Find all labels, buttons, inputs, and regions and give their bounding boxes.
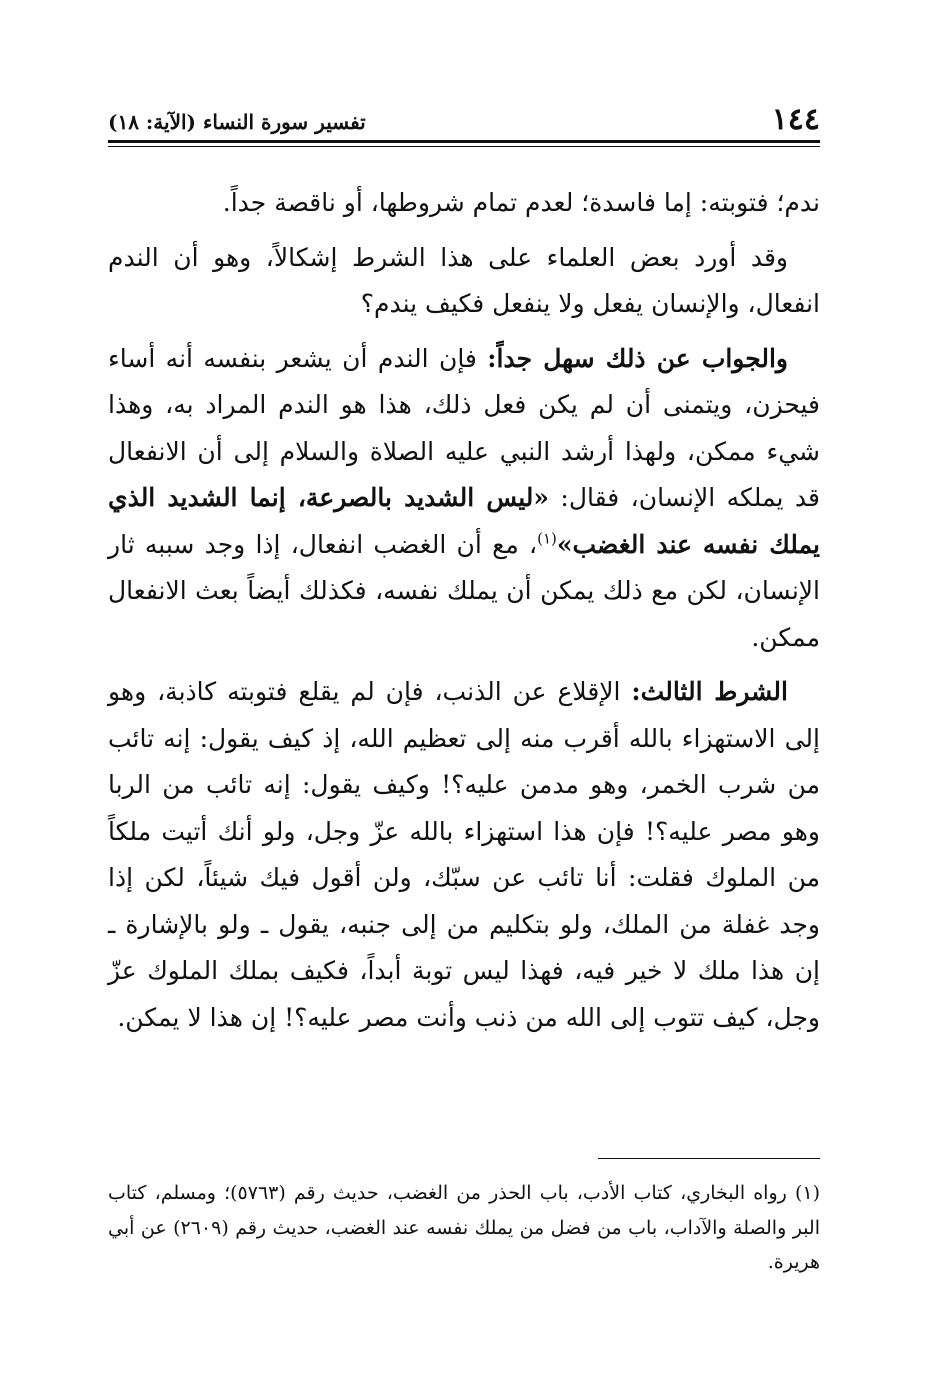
paragraph-3-text-1: فإن الندم أن يشعر بنفسه أنه أساء فيحزن، ويتمنى أن لم يكن فعل ذلك، هذا هو الندم المراد به، وهذا شيء ممكن، ولهذا أرشد النبي عليه الصلاة والسلام إلى أن الانفعال قد يملكه الإنسان، فقال: bbox=[108, 343, 820, 512]
paragraph-2: وقد أورد بعض العلماء على هذا الشرط إشكالاً، وهو أن الندم انفعال، والإنسان يفعل ولا ينفعل فكيف يندم؟ bbox=[108, 242, 820, 318]
footnotes bbox=[108, 1176, 820, 1280]
running-title: تفسير سورة النساء (الآية: ١٨) bbox=[108, 110, 366, 134]
footnote-separator bbox=[598, 1158, 820, 1159]
header-rule-thin bbox=[108, 146, 820, 147]
footnote-reference: (١) bbox=[537, 529, 557, 548]
page-header bbox=[108, 100, 820, 140]
header-rule-thick bbox=[108, 140, 820, 143]
paragraph-4-text: الإقلاع عن الذنب، فإن لم يقلع فتوبته كاذبة، وهو إلى الاستهزاء بالله أقرب منه إلى تعظيم الله، إذ كيف يقول: إنه تائب من شرب الخمر، وهو مدمن عليه؟! وكيف يقول: إنه تائب من الربا وهو مصر عليه؟! فإن هذا استهزاء بالله عزّ وجل، ولو أنك أتيت ملكاً من الملوك فقلت: أنا تائب عن سبّك، ولن أقول فيك شيئاً، لكن إذا وجد غفلة من الملك، ولو بتكليم من إلى جنبه، يقول ـ ولو بالإشارة ـ إن هذا ملك لا خير فيه، فهذا ليس توبة أبداً، فكيف بملك الملوك عزّ وجل، كيف تتوب إلى الله من ذنب وأنت مصر عليه؟! إن هذا لا يمكن. bbox=[108, 677, 820, 1032]
paragraph-4-lead: الشرط الثالث: bbox=[631, 677, 788, 706]
main-text bbox=[108, 180, 820, 1049]
paragraph-4 bbox=[108, 669, 820, 1041]
footnote-1: (١) رواه البخاري، كتاب الأدب، باب الحذر من الغضب، حديث رقم (٥٧٦٣)؛ ومسلم، كتاب البر والصلة والآداب، باب من فضل من يملك نفسه عند الغضب، حديث رقم (٢٦٠٩) عن أبي هريرة. bbox=[108, 1182, 820, 1273]
paragraph-3-lead: والجواب عن ذلك سهل جداً: bbox=[487, 343, 788, 373]
hadith-quote: «ليس الشديد بالصرعة، إنما الشديد الذي يملك نفسه عند الغضب» bbox=[108, 483, 820, 559]
page-number: ١٤٤ bbox=[771, 102, 820, 137]
paragraph-3 bbox=[108, 336, 820, 662]
paragraph-3-text-2: ، مع أن الغضب انفعال، إذا وجد سببه ثار الإنسان، لكن مع ذلك يمكن أن يملك نفسه، فكذلك أيضاً بعث الانفعال ممكن. bbox=[108, 529, 820, 652]
paragraph-1: ندم؛ فتوبته: إما فاسدة؛ لعدم تمام شروطها، أو ناقصة جداً. bbox=[222, 188, 820, 217]
